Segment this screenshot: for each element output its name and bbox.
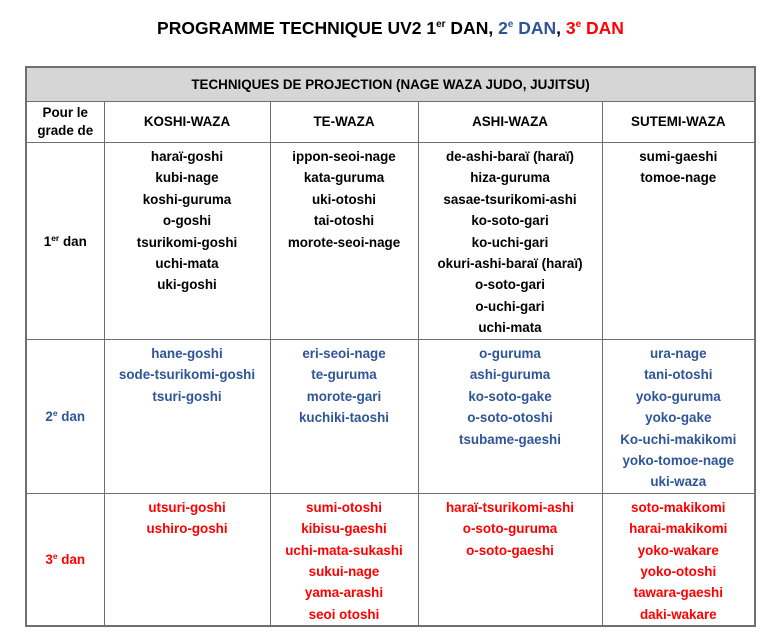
technique-name: Ko-uchi-makikomi	[620, 431, 737, 447]
title-sup-3: e	[507, 19, 514, 30]
table-header-row	[26, 67, 755, 102]
technique-name: ko-soto-gake	[468, 388, 552, 404]
technique-name: koshi-guruma	[142, 191, 232, 207]
te-waza-cell	[270, 493, 418, 626]
technique-name: haraï-goshi	[150, 149, 224, 164]
technique-name: kuchiki-taoshi	[298, 410, 390, 426]
technique-name: o-uchi-gari	[475, 298, 545, 314]
technique-name: o-goshi	[162, 213, 212, 229]
column-header-sutemi: SUTEMI-WAZA	[602, 102, 755, 143]
title-sup-1: er	[436, 19, 446, 30]
technique-name: o-guruma	[479, 346, 541, 361]
technique-name: sasae-tsurikomi-ashi	[443, 191, 577, 207]
column-header-te: TE-WAZA	[270, 102, 418, 143]
technique-name: kibisu-gaeshi	[301, 521, 387, 537]
technique-name: daki-wakare	[639, 606, 717, 622]
title-sup-6: e	[575, 19, 582, 30]
grade-cell	[26, 340, 104, 494]
technique-name: morote-gari	[306, 388, 382, 404]
column-header-ashi: ASHI-WAZA	[418, 102, 602, 143]
column-header-row	[26, 102, 755, 143]
technique-name: ashi-guruma	[469, 367, 551, 383]
technique-name: uki-waza	[650, 474, 707, 490]
grade-cell	[26, 493, 104, 626]
technique-name: o-soto-guruma	[462, 521, 558, 537]
table-row	[26, 493, 755, 626]
te-waza-cell	[270, 340, 418, 494]
technique-name: eri-seoi-nage	[302, 346, 386, 361]
ashi-waza-cell	[418, 340, 602, 494]
sutemi-waza-cell	[602, 493, 755, 626]
technique-name: o-soto-otoshi	[467, 410, 553, 426]
page-title	[0, 18, 781, 39]
technique-name: yoko-guruma	[635, 388, 721, 404]
koshi-waza-cell	[104, 493, 270, 626]
technique-name: hane-goshi	[151, 346, 223, 361]
technique-name: uchi-mata	[155, 255, 219, 271]
technique-name: de-ashi-baraï (haraï)	[446, 149, 574, 164]
technique-name: yoko-gake	[645, 410, 712, 426]
technique-name: uki-goshi	[157, 277, 217, 293]
grade-column-header: Pour le grade de	[26, 102, 104, 143]
technique-name: ko-uchi-gari	[471, 234, 549, 250]
technique-name: tsuri-goshi	[152, 388, 222, 404]
technique-name: o-soto-gari	[475, 277, 545, 293]
technique-name: sukui-nage	[308, 563, 380, 579]
grade-word: dan	[59, 233, 87, 249]
sutemi-waza-cell	[602, 340, 755, 494]
technique-name: yoko-wakare	[637, 542, 719, 558]
technique-name: kata-guruma	[303, 170, 385, 186]
technique-name: ko-soto-gari	[471, 213, 549, 229]
te-waza-cell	[270, 143, 418, 340]
technique-name: sumi-otoshi	[306, 499, 382, 515]
title-part-5: ,	[556, 18, 566, 38]
technique-name: ura-nage	[650, 346, 707, 361]
technique-name: kubi-nage	[155, 170, 219, 186]
grade-word: dan	[57, 408, 86, 424]
technique-name: hiza-guruma	[470, 170, 550, 186]
technique-name: te-guruma	[311, 367, 377, 383]
grade-superscript: er	[51, 232, 60, 243]
technique-name: haraï-tsurikomi-ashi	[446, 499, 574, 515]
technique-name: okuri-ashi-baraï (haraï)	[437, 255, 583, 271]
koshi-waza-cell	[104, 340, 270, 494]
technique-name: tai-otoshi	[313, 213, 375, 229]
table-header: TECHNIQUES DE PROJECTION (NAGE WAZA JUDO, JUJITSU)	[26, 67, 755, 102]
grade-number: 2	[45, 408, 53, 424]
title-part-6: 3	[565, 18, 576, 38]
technique-name: uchi-mata-sukashi	[285, 542, 403, 558]
title-part-7: DAN	[581, 18, 624, 38]
title-part-4: DAN	[513, 18, 557, 38]
technique-name: seoi otoshi	[308, 606, 380, 622]
ashi-waza-cell	[418, 493, 602, 626]
technique-name: yoko-tomoe-nage	[622, 452, 735, 468]
technique-name: tomoe-nage	[640, 170, 717, 186]
ashi-waza-cell	[418, 143, 602, 340]
techniques-table	[25, 66, 756, 627]
technique-name: ippon-seoi-nage	[292, 149, 396, 164]
technique-name: soto-makikomi	[631, 499, 726, 515]
table-row	[26, 143, 755, 340]
technique-name: yama-arashi	[304, 585, 384, 601]
grade-word: dan	[57, 551, 86, 567]
technique-name: uki-otoshi	[312, 191, 376, 207]
technique-name: yoko-otoshi	[640, 563, 717, 579]
grade-cell	[26, 143, 104, 340]
grade-number: 3	[45, 551, 53, 567]
technique-name: tani-otoshi	[644, 367, 713, 383]
technique-name: tsubame-gaeshi	[459, 431, 561, 447]
technique-name: harai-makikomi	[629, 521, 728, 537]
column-header-koshi: KOSHI-WAZA	[104, 102, 270, 143]
technique-name: o-soto-gaeshi	[466, 542, 554, 558]
technique-name: tsurikomi-goshi	[136, 234, 238, 250]
technique-name: tawara-gaeshi	[633, 585, 723, 601]
koshi-waza-cell	[104, 143, 270, 340]
title-part-3: 2	[498, 18, 508, 38]
technique-name: utsuri-goshi	[148, 499, 226, 515]
title-part-1: PROGRAMME TECHNIQUE UV2 1	[157, 18, 437, 38]
technique-name: ushiro-goshi	[146, 521, 228, 537]
grade-number: 1	[43, 233, 52, 249]
grade-superscript: e	[52, 407, 58, 418]
sutemi-waza-cell	[602, 143, 755, 340]
title-part-2: DAN,	[445, 18, 499, 38]
technique-name: uchi-mata	[478, 320, 542, 336]
technique-name: sumi-gaeshi	[639, 149, 718, 164]
technique-name: sode-tsurikomi-goshi	[118, 367, 256, 383]
technique-name: morote-seoi-nage	[287, 234, 401, 250]
table-row	[26, 340, 755, 494]
grade-superscript: e	[52, 550, 58, 561]
